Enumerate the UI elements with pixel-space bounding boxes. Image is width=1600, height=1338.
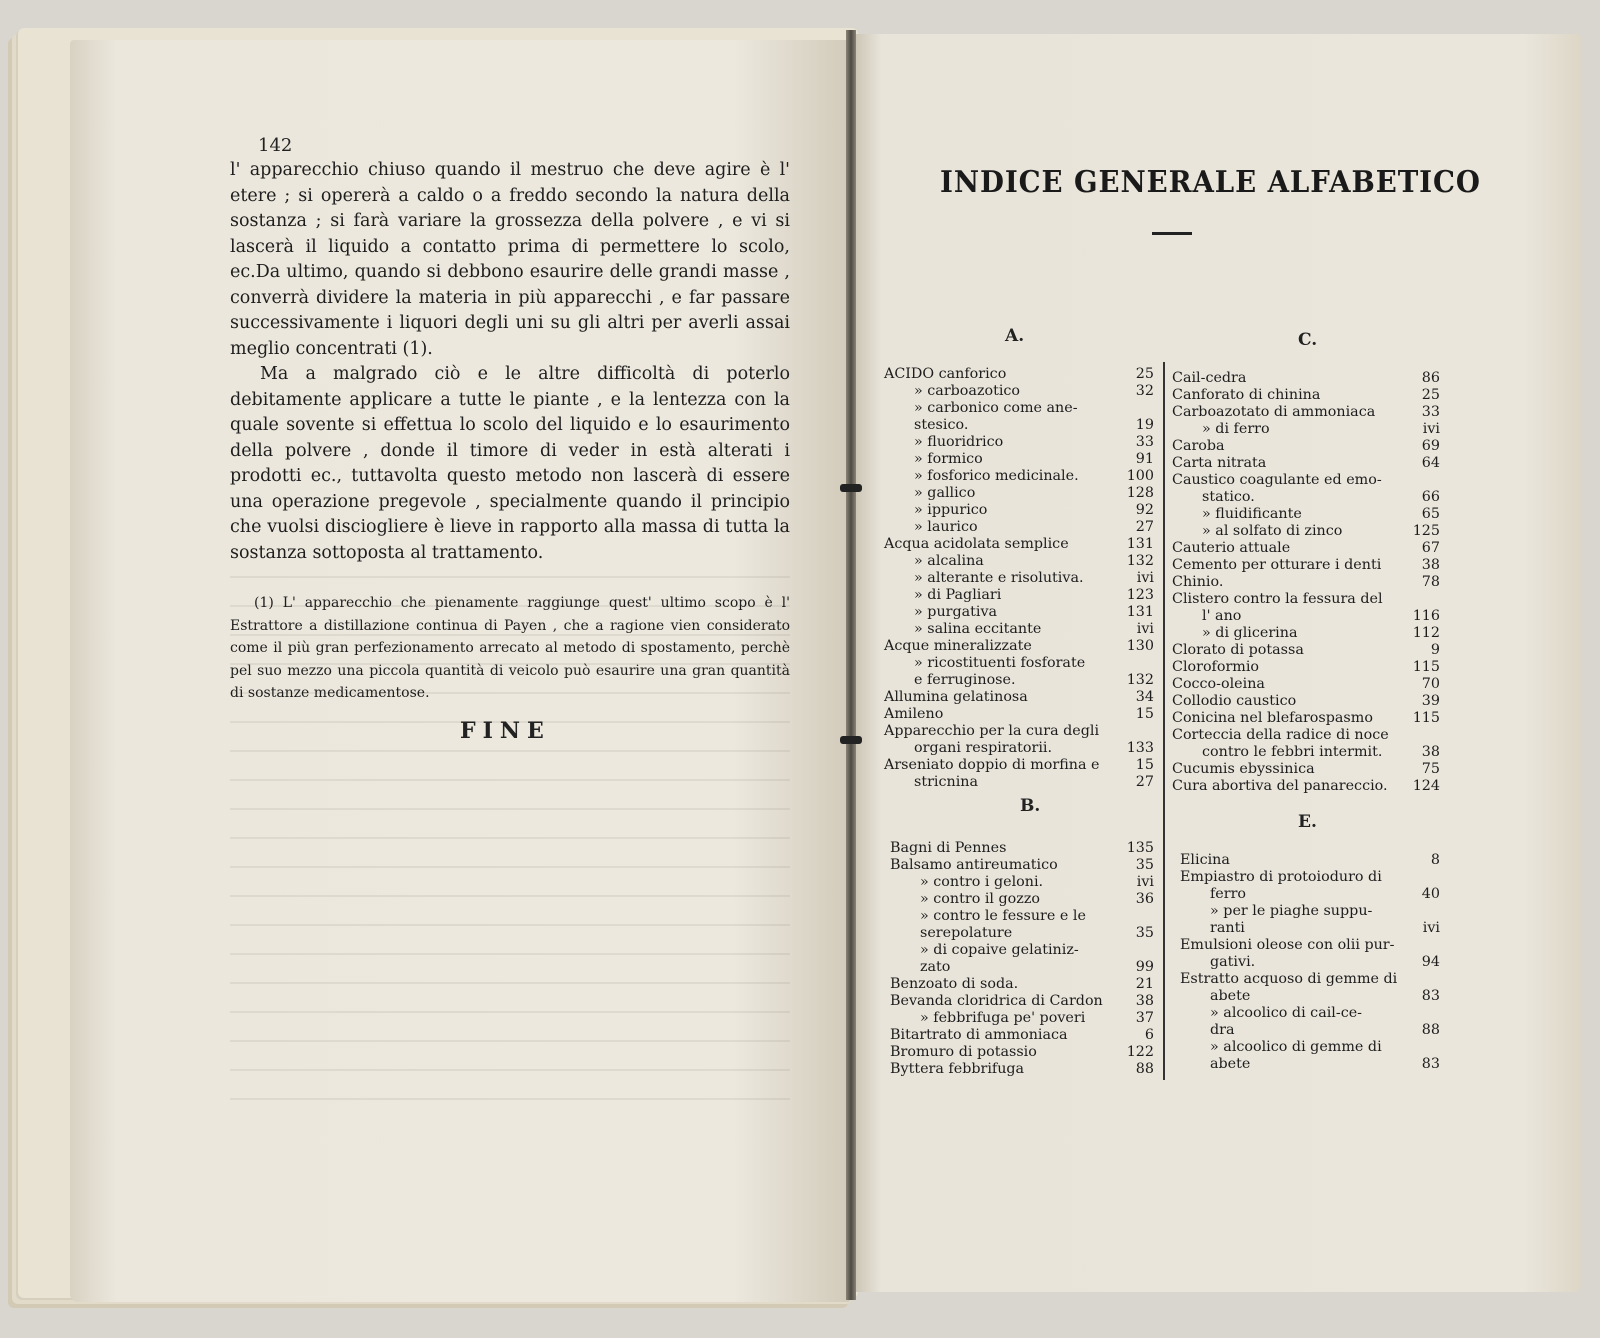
index-entry-page: 88 <box>1421 1022 1440 1038</box>
index-entry-label: Canforato di chinina <box>1172 387 1321 403</box>
index-entry-label: Caustico coagulante ed emo- <box>1172 472 1382 488</box>
index-entry-label: » ricostituenti fosforate <box>914 655 1086 671</box>
book-gutter <box>846 30 856 1300</box>
index-entry <box>884 774 1154 791</box>
index-entry-page: 33 <box>1421 404 1440 420</box>
index-section-e <box>1180 852 1440 1073</box>
index-entry <box>884 400 1154 417</box>
index-entry-page: 38 <box>1421 557 1440 573</box>
index-entry <box>884 621 1154 638</box>
index-title: INDICE GENERALE ALFABETICO <box>940 165 1481 200</box>
index-entry-page: 65 <box>1421 506 1440 522</box>
index-entry-label: Byttera febbrifuga <box>890 1061 1025 1077</box>
index-entry-label: Cura abortiva del panareccio. <box>1172 778 1388 794</box>
section-letter-a: A. <box>1005 326 1025 346</box>
index-entry-label: » al solfato di zinco <box>1202 523 1343 539</box>
index-entry-page: 6 <box>1144 1027 1154 1043</box>
index-entry-page: 39 <box>1421 693 1440 709</box>
index-entry-page: ivi <box>1136 570 1154 586</box>
index-entry <box>884 672 1154 689</box>
index-entry-label: » alcalina <box>914 553 984 569</box>
index-entry <box>1172 404 1440 421</box>
index-entry <box>1172 676 1440 693</box>
index-entry <box>884 570 1154 587</box>
index-entry <box>890 925 1154 942</box>
index-entry <box>1180 1005 1440 1022</box>
index-entry-page: 66 <box>1421 489 1440 505</box>
index-entry-label: Balsamo antireumatico <box>890 857 1058 873</box>
index-entry-label: l' ano <box>1202 608 1242 624</box>
paragraph: Ma a malgrado ciò e le altre difficoltà di poterlo debitamente applicare a tutte le piante , e la lentezza con la quale sovente si effettua lo scolo del liquido e lo esaurimento della polvere , donde il timore di veder in està alterati i prodotti ec., tuttavolta questo metodo non lascerà di essere una operazione pregevole , specialmente quando il principio che vuolsi disciogliere è lieve in rapporto alla massa di tutta la sostanza sottoposta al trattamento. <box>230 364 790 563</box>
index-entry-page: 35 <box>1135 857 1154 873</box>
index-entry-label: » carboazotico <box>914 383 1021 399</box>
index-entry-page: 131 <box>1126 604 1154 620</box>
index-entry-label: Corteccia della radice di noce <box>1172 727 1389 743</box>
footnote <box>230 592 790 705</box>
index-entry <box>1172 608 1440 625</box>
index-entry <box>890 891 1154 908</box>
index-entry-page: 75 <box>1421 761 1440 777</box>
index-entry-label: zato <box>920 959 951 975</box>
title-rule <box>1152 232 1192 235</box>
index-entry-label: Cemento per otturare i denti <box>1172 557 1382 573</box>
index-entry-label: Bagni di Pennes <box>890 840 1007 856</box>
index-entry-label: e ferruginose. <box>914 672 1016 688</box>
index-entry <box>1172 693 1440 710</box>
index-entry-page: 33 <box>1135 434 1154 450</box>
index-entry <box>884 757 1154 774</box>
index-entry-label: Cloroformio <box>1172 659 1260 675</box>
index-entry-label: » di glicerina <box>1202 625 1298 641</box>
index-entry <box>890 1061 1154 1078</box>
index-entry-page: 19 <box>1135 417 1154 433</box>
index-entry <box>884 689 1154 706</box>
index-entry <box>1172 387 1440 404</box>
index-entry <box>884 638 1154 655</box>
index-entry-page: 37 <box>1135 1010 1154 1026</box>
index-entry-page: 99 <box>1135 959 1154 975</box>
index-entry-page: 100 <box>1126 468 1154 484</box>
column-divider <box>1163 362 1165 1080</box>
index-entry-label: ferro <box>1210 886 1247 902</box>
index-entry-page: 27 <box>1135 519 1154 535</box>
index-entry-label: Elicina <box>1180 852 1230 868</box>
index-entry <box>884 417 1154 434</box>
index-entry-page: ivi <box>1136 621 1154 637</box>
index-entry-label: Collodio caustico <box>1172 693 1297 709</box>
index-section-b <box>890 840 1154 1078</box>
index-entry <box>890 1010 1154 1027</box>
index-entry-label: » purgativa <box>914 604 998 620</box>
index-entry-page: 115 <box>1412 710 1440 726</box>
index-entry <box>884 604 1154 621</box>
index-entry <box>884 434 1154 451</box>
page-number: 142 <box>258 135 293 156</box>
index-entry-page: 8 <box>1430 852 1440 868</box>
index-entry-page: 132 <box>1126 672 1154 688</box>
index-entry <box>1180 852 1440 869</box>
index-entry-page: 38 <box>1421 744 1440 760</box>
index-entry <box>1172 761 1440 778</box>
index-entry <box>1180 971 1440 988</box>
index-entry-label: » gallico <box>914 485 976 501</box>
index-entry <box>884 383 1154 400</box>
index-entry <box>1180 869 1440 886</box>
index-entry <box>1172 710 1440 727</box>
index-entry-label: » fluidificante <box>1202 506 1302 522</box>
index-section-c <box>1172 370 1440 795</box>
index-entry <box>890 993 1154 1010</box>
index-entry <box>890 840 1154 857</box>
index-entry-page: 123 <box>1126 587 1154 603</box>
index-entry-label: » carbonico come ane- <box>914 400 1078 416</box>
index-entry <box>890 908 1154 925</box>
index-entry-page: 83 <box>1421 1056 1440 1072</box>
index-entry <box>890 959 1154 976</box>
index-entry <box>1172 625 1440 642</box>
index-entry <box>1172 506 1440 523</box>
index-entry-label: Cucumis ebyssinica <box>1172 761 1315 777</box>
index-entry-page: 92 <box>1135 502 1154 518</box>
index-entry <box>1172 642 1440 659</box>
index-entry <box>1180 903 1440 920</box>
index-entry <box>1172 557 1440 574</box>
index-entry-label: Bitartrato di ammoniaca <box>890 1027 1068 1043</box>
index-entry <box>1172 540 1440 557</box>
binding-stitch <box>840 736 862 744</box>
index-entry-label: » fluoridrico <box>914 434 1004 450</box>
index-entry <box>1172 778 1440 795</box>
index-entry-label: » di Pagliari <box>914 587 1002 603</box>
index-entry-label: Carta nitrata <box>1172 455 1267 471</box>
index-entry <box>1172 744 1440 761</box>
index-entry <box>1172 455 1440 472</box>
index-entry-label: abete <box>1210 988 1251 1004</box>
index-entry <box>1172 472 1440 489</box>
index-entry <box>884 468 1154 485</box>
index-entry-page: 25 <box>1135 366 1154 382</box>
index-entry-label: » contro le fessure e le <box>920 908 1086 924</box>
index-entry-label: Carboazotato di ammoniaca <box>1172 404 1376 420</box>
index-entry <box>1172 370 1440 387</box>
index-entry-page: 86 <box>1421 370 1440 386</box>
index-entry <box>1180 937 1440 954</box>
index-entry <box>1180 1022 1440 1039</box>
index-entry-page: ivi <box>1422 421 1440 437</box>
index-entry-label: serepolature <box>920 925 1013 941</box>
index-entry-label: » contro i geloni. <box>920 874 1044 890</box>
index-entry-page: 128 <box>1126 485 1154 501</box>
index-entry-page: 124 <box>1412 778 1440 794</box>
index-section-a <box>884 366 1154 791</box>
index-entry-label: » per le piaghe suppu- <box>1210 903 1373 919</box>
index-entry-page: 9 <box>1430 642 1440 658</box>
index-entry <box>884 502 1154 519</box>
index-entry-page: 122 <box>1126 1044 1154 1060</box>
section-letter-e: E. <box>1298 812 1317 832</box>
index-entry-page: 70 <box>1421 676 1440 692</box>
index-entry <box>884 536 1154 553</box>
index-entry-page: 135 <box>1126 840 1154 856</box>
index-entry-label: Clistero contro la fessura del <box>1172 591 1383 607</box>
index-entry-label: Allumina gelatinosa <box>884 689 1028 705</box>
index-entry <box>1172 591 1440 608</box>
section-letter-b: B. <box>1020 796 1041 816</box>
index-entry <box>884 553 1154 570</box>
index-entry <box>1180 1056 1440 1073</box>
index-entry-page: 91 <box>1135 451 1154 467</box>
index-entry-label: » fosforico medicinale. <box>914 468 1079 484</box>
index-entry-label: Cauterio attuale <box>1172 540 1291 556</box>
index-entry-label: » formico <box>914 451 983 467</box>
index-entry <box>890 857 1154 874</box>
index-entry-label: Bevanda cloridrica di Cardon <box>890 993 1103 1009</box>
index-entry-label: » di ferro <box>1202 421 1270 437</box>
index-entry-label: » alcoolico di gemme di <box>1210 1039 1382 1055</box>
index-entry-label: Acque mineralizzate <box>884 638 1032 654</box>
index-entry-label: dra <box>1210 1022 1235 1038</box>
index-entry-label: gativi. <box>1210 954 1256 970</box>
index-entry-label: Clorato di potassa <box>1172 642 1304 658</box>
index-entry-page: 94 <box>1421 954 1440 970</box>
index-entry-label: abete <box>1210 1056 1251 1072</box>
index-entry-page: 133 <box>1126 740 1154 756</box>
index-entry-label: Conicina nel blefarospasmo <box>1172 710 1373 726</box>
index-entry <box>1172 574 1440 591</box>
index-entry <box>1172 489 1440 506</box>
index-entry-page: 27 <box>1135 774 1154 790</box>
index-entry-label: Bromuro di potassio <box>890 1044 1037 1060</box>
index-entry-label: stricnina <box>914 774 979 790</box>
index-entry-label: » alcoolico di cail-ce- <box>1210 1005 1362 1021</box>
index-entry-page: 38 <box>1135 993 1154 1009</box>
index-entry <box>890 976 1154 993</box>
index-entry <box>1172 438 1440 455</box>
index-entry <box>884 451 1154 468</box>
index-entry-label: Apparecchio per la cura degli <box>884 723 1100 739</box>
index-entry-label: Emulsioni oleose con olii pur- <box>1180 937 1395 953</box>
index-entry <box>884 706 1154 723</box>
index-entry-page: 115 <box>1412 659 1440 675</box>
index-entry-page: ivi <box>1136 874 1154 890</box>
index-entry-page: 125 <box>1412 523 1440 539</box>
index-entry <box>1172 727 1440 744</box>
index-entry <box>884 723 1154 740</box>
index-entry <box>890 874 1154 891</box>
index-entry-label: » di copaive gelatiniz- <box>920 942 1079 958</box>
index-entry <box>884 485 1154 502</box>
index-entry-label: Chinio. <box>1172 574 1224 590</box>
index-entry-label: » contro il gozzo <box>920 891 1040 907</box>
body-text <box>230 158 790 566</box>
index-entry <box>1180 920 1440 937</box>
index-entry-page: 15 <box>1135 706 1154 722</box>
index-entry <box>1172 523 1440 540</box>
index-entry <box>1180 886 1440 903</box>
index-entry <box>890 942 1154 959</box>
index-entry-page: 83 <box>1421 988 1440 1004</box>
index-entry <box>1172 659 1440 676</box>
index-entry-label: » alterante e risolutiva. <box>914 570 1084 586</box>
index-entry <box>1180 1039 1440 1056</box>
index-entry-page: 67 <box>1421 540 1440 556</box>
section-letter-c: C. <box>1298 330 1318 350</box>
index-entry <box>890 1027 1154 1044</box>
index-entry-page: 130 <box>1126 638 1154 654</box>
index-entry-page: 25 <box>1421 387 1440 403</box>
binding-stitch <box>840 484 862 492</box>
index-entry-page: 116 <box>1412 608 1440 624</box>
index-entry-page: 88 <box>1135 1061 1154 1077</box>
index-entry-page: 112 <box>1412 625 1440 641</box>
index-entry <box>884 587 1154 604</box>
index-entry <box>884 655 1154 672</box>
index-entry-label: » ippurico <box>914 502 988 518</box>
index-entry-page: 40 <box>1421 886 1440 902</box>
index-entry-page: 64 <box>1421 455 1440 471</box>
index-entry-label: Estratto acquoso di gemme di <box>1180 971 1398 987</box>
index-entry-label: ACIDO canforico <box>884 366 1007 382</box>
index-entry-page: 35 <box>1135 925 1154 941</box>
index-entry <box>1180 988 1440 1005</box>
index-entry-label: » laurico <box>914 519 978 535</box>
footnote-text: (1) L' apparecchio che pienamente raggiunge quest' ultimo scopo è l' Estrattore a distillazione continua di Payen , che a ragione vien considerato come il più gran perfezionamento arrecato al metodo di spostamento, perchè pel suo mezzo una piccola quantità di veicolo può esaurire una gran quantità di sostanze medicamentose. <box>230 595 790 701</box>
index-entry-page: 21 <box>1135 976 1154 992</box>
index-entry-label: » salina eccitante <box>914 621 1042 637</box>
index-entry-label: Arseniato doppio di morfina e <box>884 757 1100 773</box>
index-entry-page: 34 <box>1135 689 1154 705</box>
index-entry-page: 131 <box>1126 536 1154 552</box>
index-entry-label: stesico. <box>914 417 969 433</box>
paragraph: l' apparecchio chiuso quando il mestruo che deve agire è l' etere ; si opererà a caldo o a freddo secondo la natura della sostanza ; si farà variare la grossezza della polvere , e vi si lascerà il liquido a contatto prima di permettere lo scolo, ec.Da ultimo, quando si debbono esaurire delle grandi masse , converrà dividere la materia in più apparecchi , e far passare successivamente i liquori degli uni su gli altri per averli assai meglio concentrati (1). <box>230 160 790 359</box>
index-entry-label: Empiastro di protoioduro di <box>1180 869 1382 885</box>
index-entry <box>884 366 1154 383</box>
index-entry <box>1172 421 1440 438</box>
index-entry-page: 69 <box>1421 438 1440 454</box>
index-entry-page: 36 <box>1135 891 1154 907</box>
index-entry-label: Amileno <box>884 706 944 722</box>
index-entry-label: Cail-cedra <box>1172 370 1247 386</box>
index-entry-page: 78 <box>1421 574 1440 590</box>
index-entry-label: Cocco-oleina <box>1172 676 1265 692</box>
index-entry <box>884 519 1154 536</box>
index-entry-page: 132 <box>1126 553 1154 569</box>
index-entry-page: ivi <box>1422 920 1440 936</box>
index-entry <box>884 740 1154 757</box>
index-entry-label: contro le febbri intermit. <box>1202 744 1383 760</box>
index-entry-label: organi respiratorii. <box>914 740 1053 756</box>
index-entry-label: Benzoato di soda. <box>890 976 1019 992</box>
index-entry-label: Acqua acidolata semplice <box>884 536 1069 552</box>
index-entry-page: 15 <box>1135 757 1154 773</box>
index-entry-page: 32 <box>1135 383 1154 399</box>
index-entry <box>1180 954 1440 971</box>
index-entry-label: » febbrifuga pe' poveri <box>920 1010 1086 1026</box>
index-entry <box>890 1044 1154 1061</box>
end-word: FINE <box>460 718 551 744</box>
index-entry-label: Caroba <box>1172 438 1225 454</box>
index-entry-label: ranti <box>1210 920 1245 936</box>
index-entry-label: statico. <box>1202 489 1255 505</box>
